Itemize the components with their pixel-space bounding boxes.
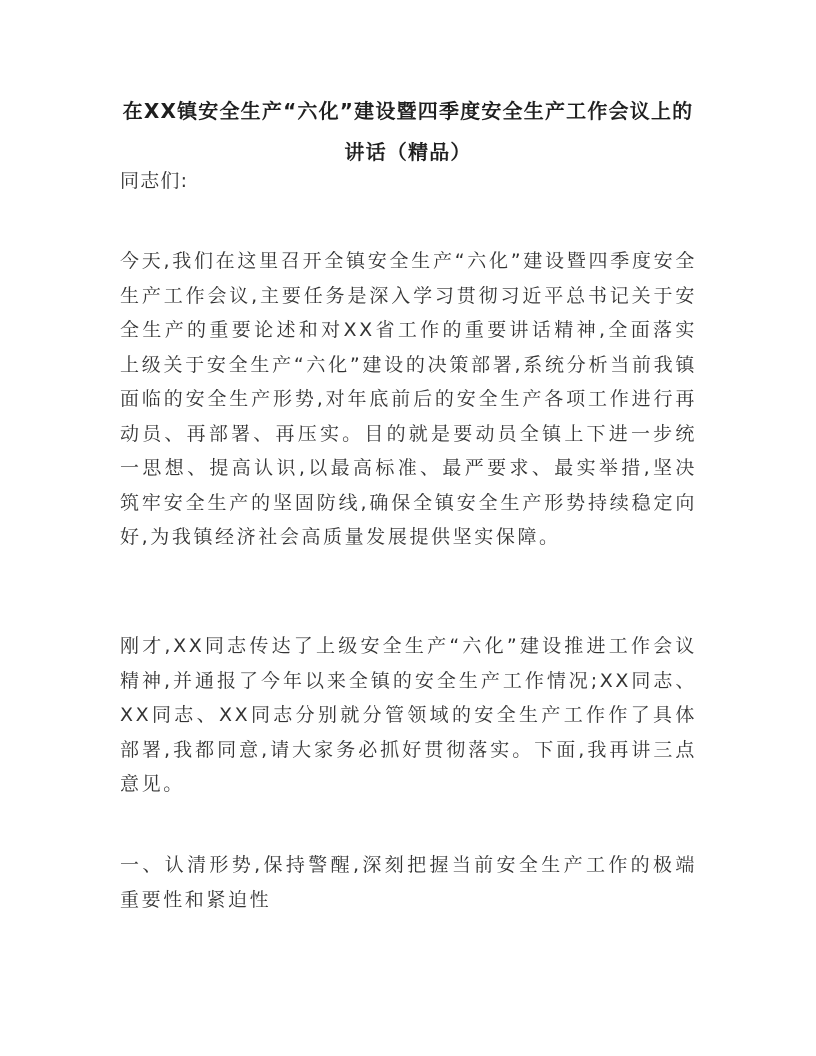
paragraph-opening: 今天,我们在这里召开全镇安全生产“六化”建设暨四季度安全生产工作会议,主要任务是深入学习贯彻习近平总书记关于安全生产的重要论述和对XX省工作的重要讲话精神,全面落实上级关于安全生产“六化”建设的决策部署,系统分析当前我镇面临的安全生产形势,对年底前后的安全生产各项工作进行再动员、再部署、再压实。目的就是要动员全镇上下进一步统一思想、提高认识,以最高标准、最严要求、最实举措,坚决筑牢安全生产的坚固防线,确保全镇安全生产形势持续稳定向好,为我镇经济社会高质量发展提供坚实保障。 xyxy=(120,250,697,548)
document-title: 在XX镇安全生产“六化”建设暨四季度安全生产工作会议上的讲话（精品） xyxy=(122,99,694,164)
paragraph-meeting-summary: 刚才,XX同志传达了上级安全生产“六化”建设推进工作会议精神,并通报了今年以来全镇的安全生产工作情况;XX同志、XX同志、XX同志分别就分管领域的安全生产工作作了具体部署,我都同意,请大家务必抓好贯彻落实。下面,我再讲三点意见。 xyxy=(120,635,697,795)
greeting: 同志们: xyxy=(120,170,189,192)
section-heading-one: 一、认清形势,保持警醒,深刻把握当前安全生产工作的极端重要性和紧迫性 xyxy=(120,854,697,911)
